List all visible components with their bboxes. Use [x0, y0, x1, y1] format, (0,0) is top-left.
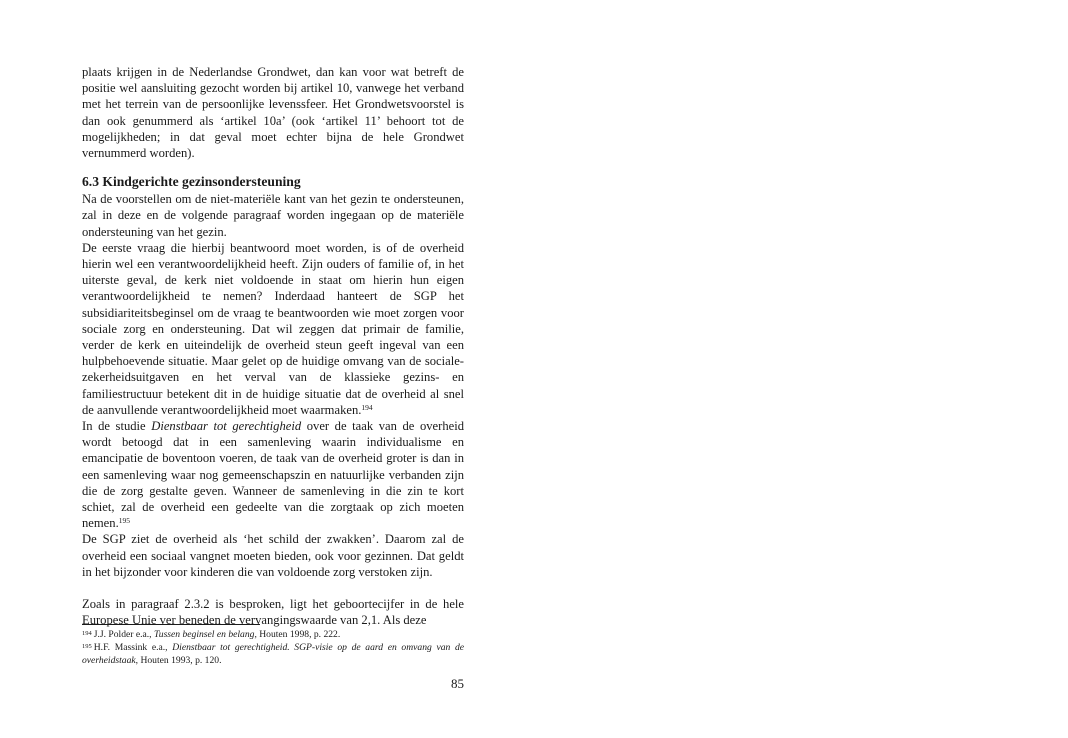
paragraph-1: Na de voorstellen om de niet-materiële kant van het gezin te ondersteunen, zal in deze en de volgende paragraaf worden ingegaan op de materiële ondersteuning van het gezin. [82, 192, 464, 239]
paragraph-3-text-a: In de studie [82, 419, 152, 434]
paragraph-4: De SGP ziet de overheid als ‘het schild der zwakken’. Daarom zal de overheid een sociaal vangnet moeten bieden, ook voor gezinnen. Dat geldt in het bijzonder voor kinderen die van voldoende zorg verstoken zijn. [82, 532, 464, 579]
footnote-rest: , Houten 1993, p. 120. [135, 654, 222, 666]
paragraph-2-text: De eerste vraag die hierbij beantwoord moet worden, is of de overheid hierin wel een verantwoordelijkheid heeft. Zijn ouders of familie of, in het uiterste geval, de kerk niet voldoende in staat om hierin hun eigen verantwoordelijkheid te nemen? Inderdaad hanteert de SGP het subsidiariteitsbeginsel om de vraag te beantwoorden wie moet zorgen voor sociale zorg en ondersteuning. Dat wil zeggen dat primair de familie, verder de kerk en uiteindelijk de overheid steun geeft ingeval van een hulpbehoevende situatie. Maar gelet op de huidige omvang van de sociale-zekerheidsuitgaven en het verval van de klassieke gezins- en familiestructuur betekent dit in de huidige situatie dat de overheid al snel de aanvullende verantwoordelijkheid moet waarmaken. [82, 240, 464, 417]
paragraph-3-text-b: over de taak van de overheid wordt betoogd dat in een samenleving waarin individualisme en emancipatie de boventoon voeren, de taak van de overheid groter is dan in een samenleving waar nog gemeenschapszin en natuurlijke verbanden zijn die de zorg gestalte geven. Wanneer de samenleving in die zin te kort schiet, zal de overheid een gedeelte van die zorgtaak op zich moeten nemen. [82, 419, 465, 531]
footnote-rest: , Houten 1998, p. 222. [254, 629, 341, 640]
paragraph-2 [82, 240, 464, 418]
page-number: 85 [451, 676, 464, 691]
footnote-ref-194[interactable]: 194 [361, 402, 373, 412]
footnotes [82, 629, 464, 668]
footnote-194 [82, 629, 464, 641]
footnote-title: Dienstbaar tot gerechtigheid. SGP-visie op de aard en omvang van de overheidstaak [82, 642, 465, 666]
footnote-author: J.J. Polder e.a., [93, 629, 154, 640]
footnote-ref-195[interactable]: 195 [118, 516, 130, 526]
page-body [82, 64, 464, 629]
footnote-number: 194 [82, 630, 92, 637]
footnote-title: Tussen beginsel en belang [153, 629, 255, 640]
section-heading: 6.3 Kindgerichte gezinsondersteuning [82, 174, 301, 190]
paragraph-3 [82, 418, 464, 531]
footnote-number: 195 [82, 643, 92, 651]
footnote-195 [82, 642, 464, 667]
footnote-author: H.F. Massink e.a., [93, 642, 173, 654]
study-title: Dienstbaar tot gerechtigheid [151, 419, 302, 434]
footnote-divider [82, 624, 260, 625]
intro-paragraph: plaats krijgen in de Nederlandse Grondwet, dan kan voor wat betreft de positie wel aansluiting gezocht worden bij artikel 10, vanwege het verband met het terrein van de persoonlijke levenssfeer. Het Grondwetsvoorstel is dan ook genummerd als ‘artikel 10a’ (ook ‘artikel 11’ behoort tot de mogelijkheden; in dat geval moet echter bijna de hele Grondwet vernummerd worden). [82, 65, 464, 161]
paragraph-5: Zoals in paragraaf 2.3.2 is besproken, ligt het geboortecijfer in de hele Europese Unie ver beneden de vervangingswaarde van 2,1. Als deze [82, 597, 464, 628]
